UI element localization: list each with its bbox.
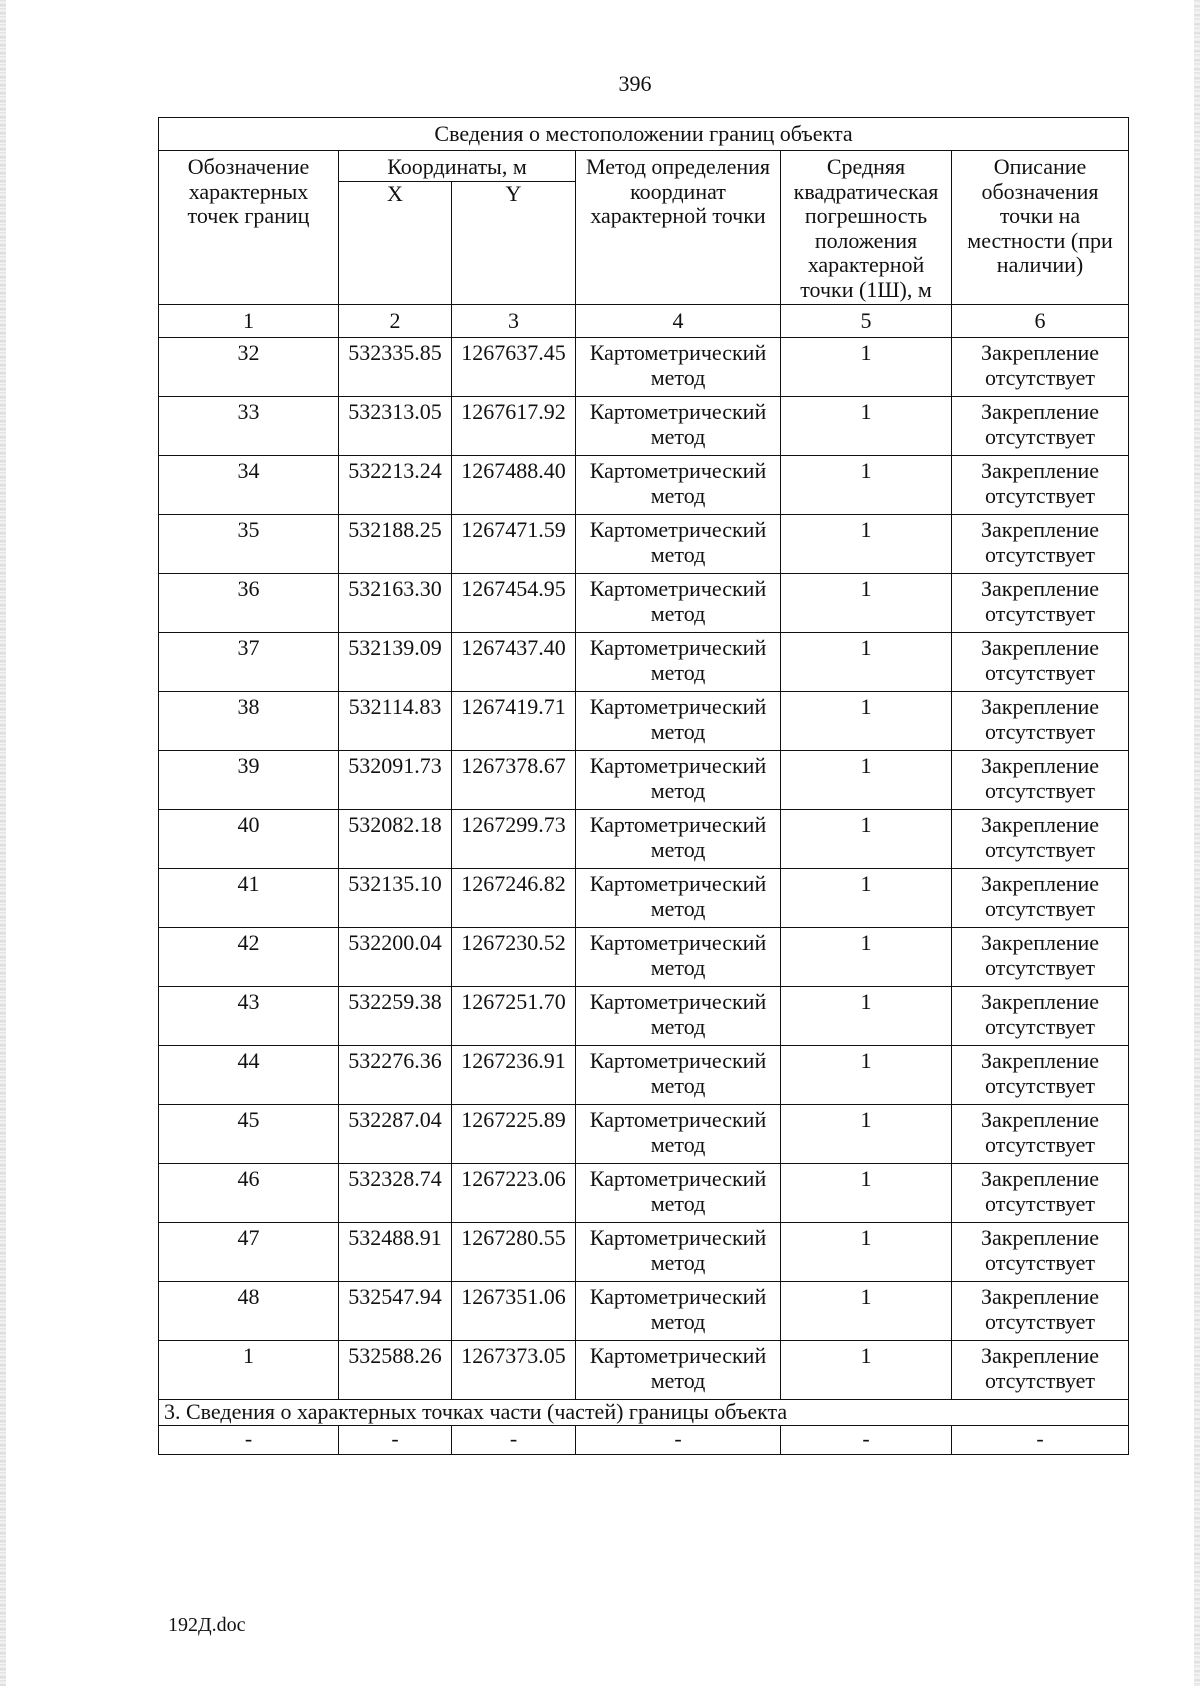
cell-error: 1 — [781, 1046, 952, 1105]
table-row — [159, 1105, 1129, 1164]
cell-method: Картометрический метод — [576, 1105, 781, 1164]
cell-x: 532200.04 — [339, 928, 452, 987]
cell-description: Закрепление отсутствует — [952, 1282, 1129, 1341]
table-row — [159, 397, 1129, 456]
cell-point: 48 — [159, 1282, 339, 1341]
cell-error: 1 — [781, 810, 952, 869]
cell-description: Закрепление отсутствует — [952, 1046, 1129, 1105]
section3-empty-row — [159, 1425, 1129, 1454]
header-y: Y — [452, 182, 576, 305]
header-mean-error: Средняя квадратическая погрешность положения характерной точки (1Ш), м — [781, 151, 952, 305]
column-number-row — [159, 305, 1129, 338]
cell-x: 532082.18 — [339, 810, 452, 869]
cell-method: Картометрический метод — [576, 1046, 781, 1105]
table-row — [159, 1341, 1129, 1400]
cell-description: Закрепление отсутствует — [952, 574, 1129, 633]
cell-error: 1 — [781, 574, 952, 633]
scan-edge-right — [1194, 0, 1200, 1686]
cell-x: 532588.26 — [339, 1341, 452, 1400]
cell-error: 1 — [781, 1105, 952, 1164]
cell-description: Закрепление отсутствует — [952, 810, 1129, 869]
cell-method: Картометрический метод — [576, 1341, 781, 1400]
table-row — [159, 456, 1129, 515]
cell-method: Картометрический метод — [576, 515, 781, 574]
cell-description: Закрепление отсутствует — [952, 751, 1129, 810]
table-row — [159, 515, 1129, 574]
cell-point: 47 — [159, 1223, 339, 1282]
column-number: 5 — [781, 305, 952, 338]
cell-method: Картометрический метод — [576, 338, 781, 397]
table-row — [159, 1223, 1129, 1282]
header-point-designation: Обозначение характерных точек границ — [159, 151, 339, 305]
cell-description: Закрепление отсутствует — [952, 338, 1129, 397]
cell-y: 1267236.91 — [452, 1046, 576, 1105]
cell-point: 35 — [159, 515, 339, 574]
cell-description: Закрепление отсутствует — [952, 456, 1129, 515]
cell-error: 1 — [781, 1164, 952, 1223]
table-row — [159, 633, 1129, 692]
cell-y: 1267246.82 — [452, 869, 576, 928]
cell-point: 43 — [159, 987, 339, 1046]
dash-cell: - — [339, 1425, 452, 1454]
cell-method: Картометрический метод — [576, 810, 781, 869]
cell-method: Картометрический метод — [576, 1164, 781, 1223]
cell-y: 1267419.71 — [452, 692, 576, 751]
cell-error: 1 — [781, 397, 952, 456]
cell-y: 1267251.70 — [452, 987, 576, 1046]
cell-point: 45 — [159, 1105, 339, 1164]
cell-description: Закрепление отсутствует — [952, 633, 1129, 692]
cell-error: 1 — [781, 987, 952, 1046]
cell-error: 1 — [781, 869, 952, 928]
cell-x: 532313.05 — [339, 397, 452, 456]
table-row — [159, 1282, 1129, 1341]
table-row — [159, 338, 1129, 397]
table-title: Сведения о местоположении границ объекта — [159, 118, 1129, 151]
coordinates-table — [158, 117, 1129, 1455]
cell-y: 1267299.73 — [452, 810, 576, 869]
cell-description: Закрепление отсутствует — [952, 397, 1129, 456]
cell-y: 1267488.40 — [452, 456, 576, 515]
table-row — [159, 810, 1129, 869]
header-description: Описание обозначения точки на местности (при наличии) — [952, 151, 1129, 305]
dash-cell: - — [452, 1425, 576, 1454]
cell-x: 532163.30 — [339, 574, 452, 633]
dash-cell: - — [159, 1425, 339, 1454]
cell-error: 1 — [781, 692, 952, 751]
cell-method: Картометрический метод — [576, 869, 781, 928]
table-row — [159, 928, 1129, 987]
cell-error: 1 — [781, 515, 952, 574]
column-number: 1 — [159, 305, 339, 338]
cell-description: Закрепление отсутствует — [952, 692, 1129, 751]
cell-point: 44 — [159, 1046, 339, 1105]
cell-error: 1 — [781, 1341, 952, 1400]
cell-x: 532547.94 — [339, 1282, 452, 1341]
cell-point: 41 — [159, 869, 339, 928]
cell-method: Картометрический метод — [576, 928, 781, 987]
cell-x: 532335.85 — [339, 338, 452, 397]
cell-x: 532188.25 — [339, 515, 452, 574]
table-row — [159, 751, 1129, 810]
cell-y: 1267223.06 — [452, 1164, 576, 1223]
cell-error: 1 — [781, 338, 952, 397]
cell-point: 37 — [159, 633, 339, 692]
cell-point: 36 — [159, 574, 339, 633]
cell-y: 1267637.45 — [452, 338, 576, 397]
cell-y: 1267230.52 — [452, 928, 576, 987]
dash-cell: - — [781, 1425, 952, 1454]
cell-y: 1267280.55 — [452, 1223, 576, 1282]
page-number: 396 — [618, 71, 652, 96]
cell-error: 1 — [781, 456, 952, 515]
cell-point: 40 — [159, 810, 339, 869]
column-number: 4 — [576, 305, 781, 338]
cell-y: 1267351.06 — [452, 1282, 576, 1341]
cell-point: 34 — [159, 456, 339, 515]
header-method: Метод определения координат характерной точки — [576, 151, 781, 305]
cell-y: 1267373.05 — [452, 1341, 576, 1400]
cell-y: 1267471.59 — [452, 515, 576, 574]
cell-method: Картометрический метод — [576, 456, 781, 515]
footer-filename: 192Д.doc — [168, 1614, 246, 1636]
cell-x: 532488.91 — [339, 1223, 452, 1282]
cell-x: 532259.38 — [339, 987, 452, 1046]
header-row-1 — [159, 151, 1129, 182]
table-row — [159, 574, 1129, 633]
cell-method: Картометрический метод — [576, 397, 781, 456]
cell-x: 532114.83 — [339, 692, 452, 751]
header-x: X — [339, 182, 452, 305]
cell-point: 46 — [159, 1164, 339, 1223]
column-number: 6 — [952, 305, 1129, 338]
section3-title-row — [159, 1400, 1129, 1426]
cell-description: Закрепление отсутствует — [952, 1341, 1129, 1400]
column-number: 2 — [339, 305, 452, 338]
column-number: 3 — [452, 305, 576, 338]
cell-method: Картометрический метод — [576, 574, 781, 633]
table-row — [159, 1046, 1129, 1105]
cell-x: 532091.73 — [339, 751, 452, 810]
cell-x: 532328.74 — [339, 1164, 452, 1223]
table-row — [159, 987, 1129, 1046]
cell-point: 33 — [159, 397, 339, 456]
cell-x: 532287.04 — [339, 1105, 452, 1164]
cell-x: 532135.10 — [339, 869, 452, 928]
dash-cell: - — [576, 1425, 781, 1454]
cell-error: 1 — [781, 1282, 952, 1341]
cell-y: 1267225.89 — [452, 1105, 576, 1164]
cell-method: Картометрический метод — [576, 633, 781, 692]
cell-description: Закрепление отсутствует — [952, 1164, 1129, 1223]
cell-point: 42 — [159, 928, 339, 987]
cell-description: Закрепление отсутствует — [952, 1223, 1129, 1282]
cell-y: 1267378.67 — [452, 751, 576, 810]
table-row — [159, 692, 1129, 751]
table-row — [159, 1164, 1129, 1223]
cell-x: 532213.24 — [339, 456, 452, 515]
cell-description: Закрепление отсутствует — [952, 869, 1129, 928]
table-row — [159, 869, 1129, 928]
cell-description: Закрепление отсутствует — [952, 987, 1129, 1046]
cell-error: 1 — [781, 751, 952, 810]
cell-y: 1267437.40 — [452, 633, 576, 692]
cell-method: Картометрический метод — [576, 1282, 781, 1341]
cell-description: Закрепление отсутствует — [952, 515, 1129, 574]
cell-description: Закрепление отсутствует — [952, 928, 1129, 987]
table-title-row — [159, 118, 1129, 151]
cell-error: 1 — [781, 928, 952, 987]
cell-error: 1 — [781, 1223, 952, 1282]
cell-point: 32 — [159, 338, 339, 397]
cell-method: Картометрический метод — [576, 751, 781, 810]
scan-edge-left — [0, 0, 6, 1686]
cell-y: 1267617.92 — [452, 397, 576, 456]
cell-method: Картометрический метод — [576, 692, 781, 751]
cell-error: 1 — [781, 633, 952, 692]
cell-x: 532276.36 — [339, 1046, 452, 1105]
cell-point: 39 — [159, 751, 339, 810]
cell-method: Картометрический метод — [576, 987, 781, 1046]
dash-cell: - — [952, 1425, 1129, 1454]
cell-point: 38 — [159, 692, 339, 751]
cell-point: 1 — [159, 1341, 339, 1400]
cell-x: 532139.09 — [339, 633, 452, 692]
cell-method: Картометрический метод — [576, 1223, 781, 1282]
cell-description: Закрепление отсутствует — [952, 1105, 1129, 1164]
cell-y: 1267454.95 — [452, 574, 576, 633]
header-coordinates: Координаты, м — [339, 151, 576, 182]
section3-title: 3. Сведения о характерных точках части (частей) границы объекта — [159, 1400, 1129, 1426]
